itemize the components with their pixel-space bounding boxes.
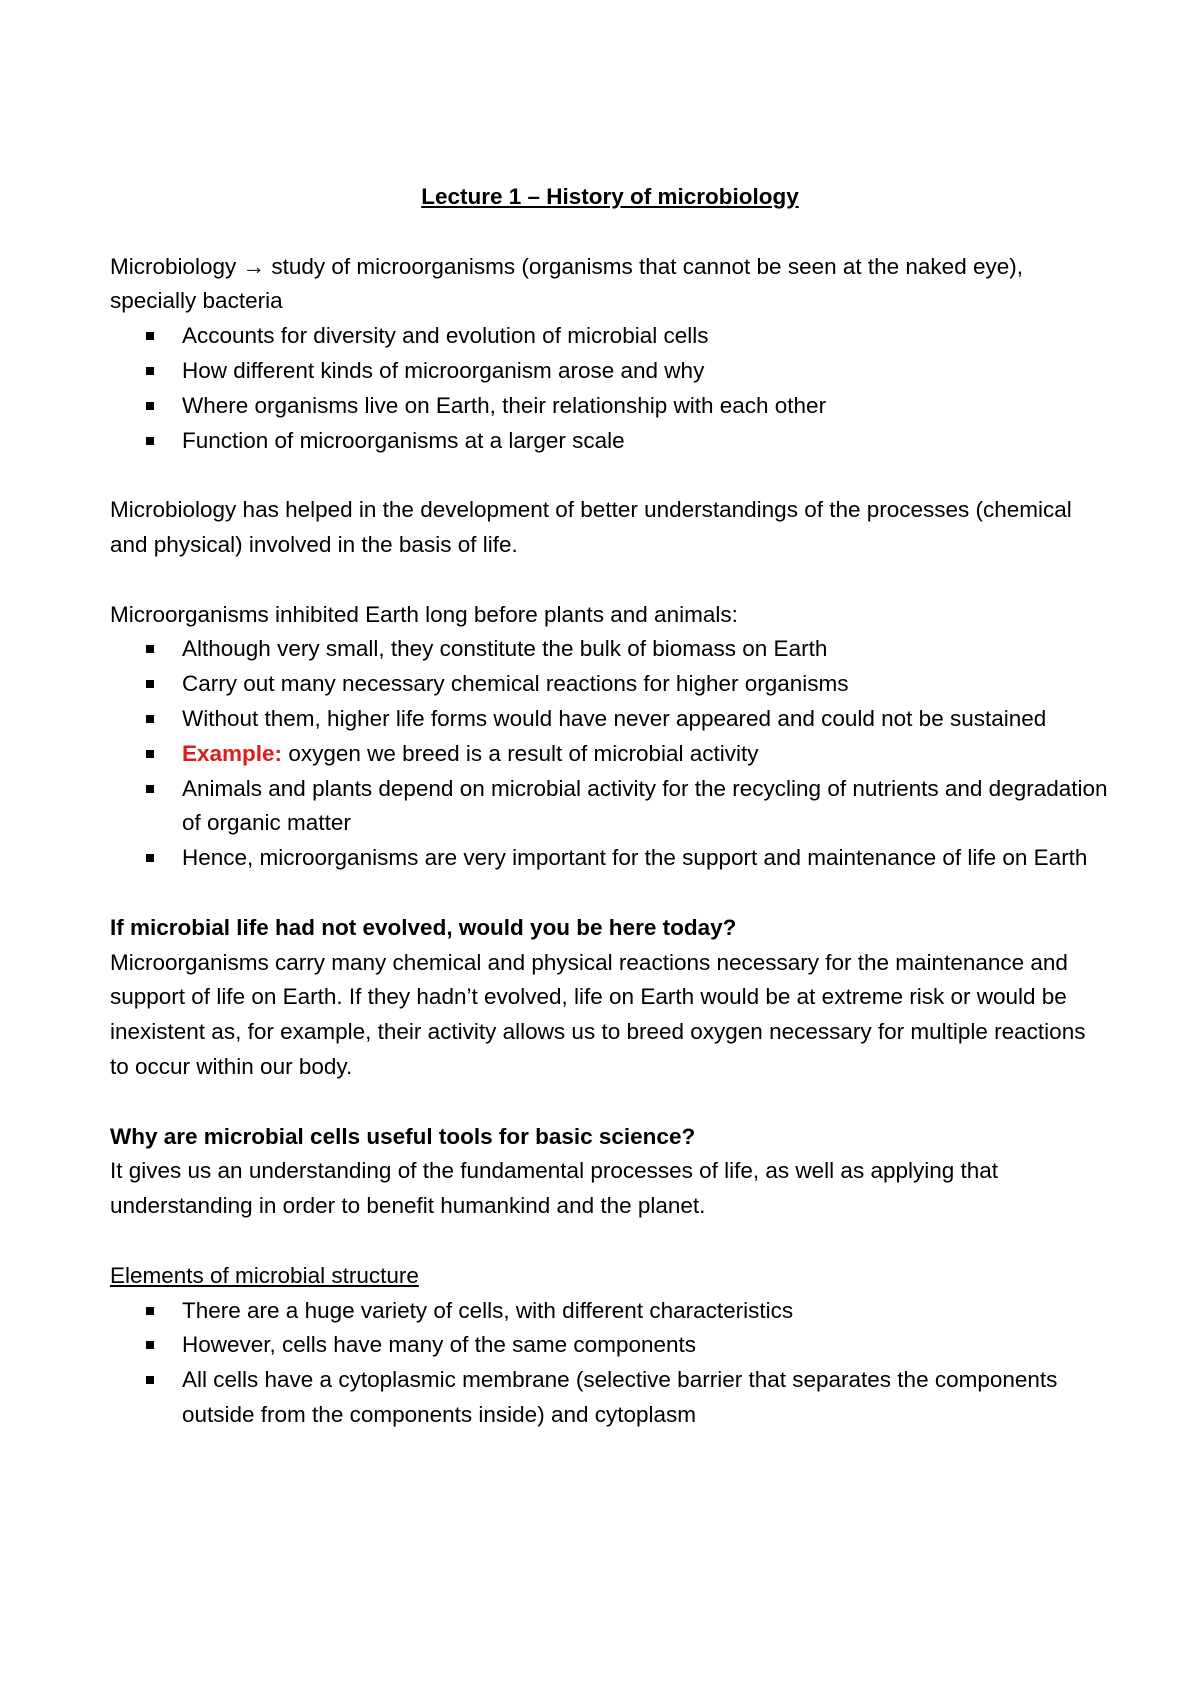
square-bullet-icon: [146, 367, 154, 375]
square-bullet-icon: [146, 402, 154, 410]
square-bullet-icon: [146, 1341, 154, 1349]
answer-evolved: Microorganisms carry many chemical and physical reactions necessary for the maintenance and support of life on Earth. If they hadn’t evolved, life on Earth would be at extreme risk or would be inexistent as, for example, their activity allows us to breed oxygen necessary for multiple reactions to occur within our body.: [110, 949, 1086, 1079]
document-page: [110, 180, 1110, 1433]
square-bullet-icon: [146, 332, 154, 340]
intro-term: Microbiology: [110, 253, 237, 279]
list-item: Where organisms live on Earth, their relationship with each other: [182, 389, 1110, 424]
list-item: Accounts for diversity and evolution of microbial cells: [182, 319, 1110, 354]
helped-paragraph: Microbiology has helped in the development of better understandings of the processes (chemical and physical) involved in the basis of life.: [110, 497, 1072, 557]
question-evolved: If microbial life had not evolved, would you be here today?: [110, 914, 737, 940]
structure-heading: Elements of microbial structure: [110, 1262, 419, 1288]
example-label: Example:: [182, 740, 283, 766]
structure-bullet-list: [110, 1294, 1110, 1433]
square-bullet-icon: [146, 715, 154, 723]
list-item: Function of microorganisms at a larger scale: [182, 424, 1110, 459]
intro-definition: [110, 250, 1110, 320]
list-item: Animals and plants depend on microbial activity for the recycling of nutrients and degradation of organic matter: [182, 772, 1110, 842]
intro-definition-text: study of microorganisms (organisms that cannot be seen at the naked eye), specially bacteria: [110, 253, 1023, 314]
square-bullet-icon: [146, 750, 154, 758]
list-item: There are a huge variety of cells, with different characteristics: [182, 1294, 1110, 1329]
arrow-icon: →: [242, 253, 266, 279]
square-bullet-icon: [146, 680, 154, 688]
list-item: Although very small, they constitute the bulk of biomass on Earth: [182, 632, 1110, 667]
list-item: Carry out many necessary chemical reactions for higher organisms: [182, 667, 1110, 702]
example-text: oxygen we breed is a result of microbial activity: [288, 740, 759, 766]
square-bullet-icon: [146, 1307, 154, 1315]
square-bullet-icon: [146, 854, 154, 862]
page-title: Lecture 1 – History of microbiology: [421, 184, 799, 209]
square-bullet-icon: [146, 1376, 154, 1384]
intro-bullet-list: [110, 319, 1110, 458]
answer-basic-science: It gives us an understanding of the fundamental processes of life, as well as applying that understanding in order to benefit humankind and the planet.: [110, 1158, 999, 1219]
square-bullet-icon: [146, 645, 154, 653]
question-basic-science: Why are microbial cells useful tools for basic science?: [110, 1123, 696, 1149]
list-item: Hence, microorganisms are very important for the support and maintenance of life on Earth: [182, 841, 1110, 876]
inhabited-heading: Microorganisms inhibited Earth long before plants and animals:: [110, 601, 738, 627]
list-item-example: [182, 737, 1110, 772]
square-bullet-icon: [146, 437, 154, 445]
list-item: All cells have a cytoplasmic membrane (selective barrier that separates the components outside from the components inside) and cytoplasm: [182, 1363, 1110, 1433]
list-item: How different kinds of microorganism arose and why: [182, 354, 1110, 389]
list-item: Without them, higher life forms would have never appeared and could not be sustained: [182, 702, 1110, 737]
inhabited-bullet-list: [110, 632, 1110, 876]
list-item: However, cells have many of the same components: [182, 1328, 1110, 1363]
square-bullet-icon: [146, 785, 154, 793]
